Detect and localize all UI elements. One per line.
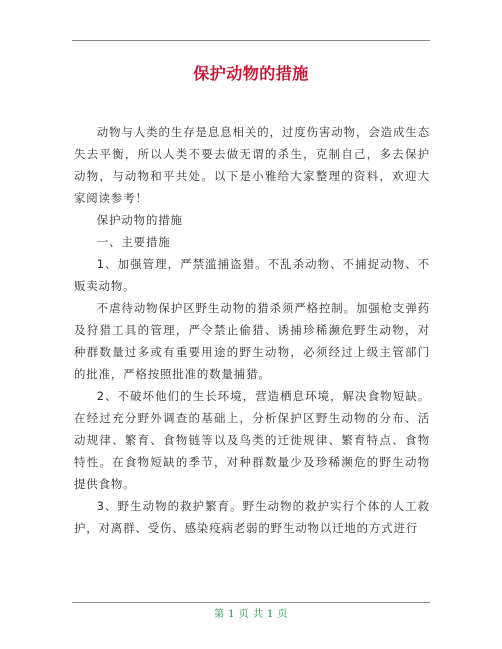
document-title: 保护动物的措施 <box>193 64 309 83</box>
paragraph-section-heading: 保护动物的措施 <box>96 213 183 227</box>
footer-rule <box>72 602 430 603</box>
paragraph-item-3: 3、野生动物的救护繁育。野生动物的救护实行个体的人工救护，对离群、受伤、感染疫病老弱的野生动物以迁地的方式进行 <box>74 499 430 535</box>
paragraph-item-2: 2、不破坏他们的生长环境，营造栖息环境，解决食物短缺。在经过充分野外调查的基础上，分析保护区野生动物的分布、活动规律、繁育、食物链等以及鸟类的迁徙规律、繁育特点、食物特性。在食物短缺的季节，对种群数量少及珍稀濒危的野生动物提供食物。 <box>74 389 430 491</box>
paragraph-item-1: 1、加强管理，严禁滥捕盗猎。不乱杀动物、不捕捉动物、不贩卖动物。 <box>74 257 430 293</box>
paragraph-subheading: 一、主要措施 <box>96 235 171 249</box>
paragraph-intro: 动物与人类的生存是息息相关的，过度伤害动物，会造成生态失去平衡，所以人类不要去做无谓的杀生，克制自己，多去保护动物，与动物和平共处。以下是小雅给大家整理的资料，欢迎大家阅读参考！ <box>74 125 430 205</box>
paragraph-item-1-detail: 不虐待动物保护区野生动物的猎杀须严格控制。加强枪支弹药及狩猎工具的管理，严令禁止偷猎、诱捕珍稀濒危野生动物，对种群数量过多或有重要用途的野生动物，必须经过上级主管部门的批准，严格按照批准的数量捕猎。 <box>74 301 430 381</box>
page-number-footer: 第 1 页 共 1 页 <box>213 609 289 620</box>
document-body <box>74 121 430 539</box>
header-rule <box>72 40 430 41</box>
